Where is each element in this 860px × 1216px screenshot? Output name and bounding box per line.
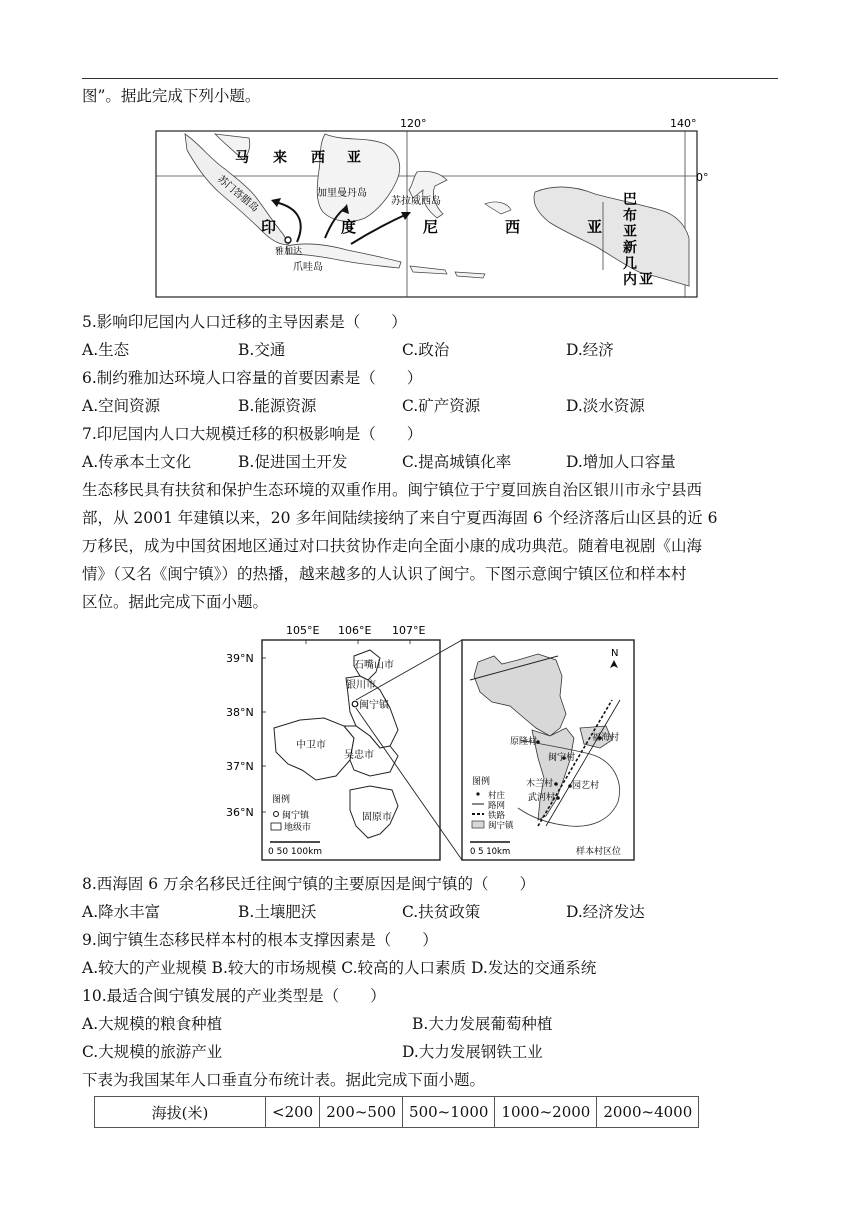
village-marker xyxy=(556,796,560,800)
svg-text:几: 几 xyxy=(623,256,637,272)
map2-caption: 样本村区位 xyxy=(576,847,622,857)
q10-option-b[interactable]: B.大力发展葡萄种植 xyxy=(412,1015,553,1033)
q5-option-a[interactable]: A.生态 xyxy=(82,341,130,359)
q10-option-d[interactable]: D.大力发展钢铁工业 xyxy=(402,1043,543,1061)
legend-town-symbol xyxy=(274,812,279,817)
indonesia-char: 尼 xyxy=(423,218,439,236)
north-label: N xyxy=(611,648,619,659)
svg-text:布: 布 xyxy=(623,208,637,224)
malaysia-char: 亚 xyxy=(347,150,361,166)
lon-105-label: 105°E xyxy=(286,624,320,637)
guyuan-label: 固原市 xyxy=(362,812,392,823)
q7-option-c[interactable]: C.提高城镇化率 xyxy=(402,453,512,471)
scale2-label: 0 5 10km xyxy=(470,847,511,857)
table-row xyxy=(95,1097,699,1128)
legend2-village-label: 村庄 xyxy=(488,791,506,801)
svg-text:内: 内 xyxy=(623,272,637,288)
lon-106-label: 106°E xyxy=(338,624,372,637)
legend-city-symbol xyxy=(271,823,281,830)
passage-line: 万移民，成为中国贫困地区通过对口扶贫协作走向全面小康的成功典范。随着电视剧《山海 xyxy=(82,537,703,555)
q6-option-b[interactable]: B.能源资源 xyxy=(238,397,317,415)
legend2-town-symbol xyxy=(472,821,484,828)
passage-line: 情》（又名《闽宁镇》）的热播，越来越多的人认识了闽宁。下图示意闽宁镇区位和样本村 xyxy=(82,565,687,583)
indonesia-migration-map xyxy=(155,114,709,300)
indonesia-char: 印 xyxy=(261,218,277,236)
table-intro: 下表为我国某年人口垂直分布统计表。据此完成下面小题。 xyxy=(82,1071,486,1089)
table-header-cell: 海拔(米) xyxy=(95,1097,266,1128)
svg-text:亚: 亚 xyxy=(639,272,653,288)
fuhai-village-label: 福海村 xyxy=(592,733,620,743)
legend-town-label: 闽宁镇 xyxy=(282,811,310,821)
legend2-village-symbol xyxy=(476,792,479,795)
q10-option-a[interactable]: A.大规模的粮食种植 xyxy=(82,1015,223,1033)
sumatra-label: 苏门答腊岛 xyxy=(215,173,261,215)
lon-140-label: 140° xyxy=(670,117,697,130)
lat-37-label: 37°N xyxy=(226,760,254,773)
kalimantan-label: 加里曼丹岛 xyxy=(317,188,367,199)
legend2-title: 图例 xyxy=(472,777,491,787)
minning-town-marker xyxy=(352,701,358,707)
svg-text:亚: 亚 xyxy=(623,224,637,240)
q7-option-b[interactable]: B.促进国土开发 xyxy=(238,453,348,471)
q10-option-c[interactable]: C.大规模的旅游产业 xyxy=(82,1043,223,1061)
question-10-stem: 10.最适合闽宁镇发展的产业类型是（ ） xyxy=(82,987,386,1005)
question-5-stem: 5.影响印尼国内人口迁移的主导因素是（ ） xyxy=(82,313,407,331)
svg-text:新: 新 xyxy=(623,240,637,256)
q8-option-c[interactable]: C.扶贫政策 xyxy=(402,903,481,921)
table-cell: 2000~4000 xyxy=(597,1097,699,1128)
lat-39-label: 39°N xyxy=(226,652,254,665)
q8-option-a[interactable]: A.降水丰富 xyxy=(82,903,161,921)
question-6-stem: 6.制约雅加达环境人口容量的首要因素是（ ） xyxy=(82,369,423,387)
malaysia-char: 西 xyxy=(311,150,325,166)
scale-label: 0 50 100km xyxy=(268,847,323,857)
minning-location-map xyxy=(220,620,640,865)
question-8-stem: 8.西海固 6 万余名移民迁往闽宁镇的主要原因是闽宁镇的（ ） xyxy=(82,875,536,893)
wuzhong-label: 吴忠市 xyxy=(344,750,374,761)
q7-option-a[interactable]: A.传承本土文化 xyxy=(82,453,192,471)
lat-38-label: 38°N xyxy=(226,706,254,719)
table-cell: 500~1000 xyxy=(403,1097,495,1128)
shizuishan-label: 石嘴山市 xyxy=(354,660,394,671)
indonesia-char: 亚 xyxy=(587,218,603,236)
yinchuan-label: 银川市 xyxy=(346,680,376,691)
q6-option-c[interactable]: C.矿产资源 xyxy=(402,397,481,415)
legend2-town-label: 闽宁镇 xyxy=(488,821,514,831)
intro-tail: 图”。据此完成下列小题。 xyxy=(82,87,261,105)
wuhe-village-label: 武河村 xyxy=(528,793,556,803)
q9-options[interactable]: A.较大的产业规模 B.较大的市场规模 C.较高的人口素质 D.发达的交通系统 xyxy=(82,959,597,977)
malaysia-char: 来 xyxy=(273,150,287,166)
svg-text:巴: 巴 xyxy=(623,192,637,208)
jakarta-label: 雅加达 xyxy=(275,247,303,257)
table-cell: 200~500 xyxy=(320,1097,403,1128)
q5-option-b[interactable]: B.交通 xyxy=(238,341,286,359)
legend-title: 图例 xyxy=(272,795,291,805)
q7-option-d[interactable]: D.增加人口容量 xyxy=(566,453,676,471)
java-label: 爪哇岛 xyxy=(293,262,323,273)
table-cell: 1000~2000 xyxy=(495,1097,597,1128)
minning-label: 闽宁镇 xyxy=(359,700,389,711)
lon-107-label: 107°E xyxy=(392,624,426,637)
lat-0-label: 0° xyxy=(696,171,709,184)
altitude-table xyxy=(94,1096,699,1128)
sulawesi-label: 苏拉威西岛 xyxy=(391,196,441,207)
indonesia-char: 度 xyxy=(341,218,357,236)
yuanlong-village-label: 原隆村 xyxy=(510,737,538,747)
q5-option-d[interactable]: D.经济 xyxy=(566,341,614,359)
question-7-stem: 7.印尼国内人口大规模迁移的积极影响是（ ） xyxy=(82,425,423,443)
legend-city-label: 地级市 xyxy=(284,823,312,833)
zhongwei-label: 中卫市 xyxy=(296,740,326,751)
table-cell: <200 xyxy=(266,1097,320,1128)
yuanyi-village-label: 园艺村 xyxy=(572,781,600,791)
q8-option-d[interactable]: D.经济发达 xyxy=(566,903,645,921)
q6-option-d[interactable]: D.淡水资源 xyxy=(566,397,645,415)
indonesia-char: 西 xyxy=(505,218,521,236)
passage-line: 生态移民具有扶贫和保护生态环境的双重作用。闽宁镇位于宁夏回族自治区银川市永宁县西 xyxy=(82,481,703,499)
jakarta-marker xyxy=(285,237,291,243)
minning-village-label: 闽宁村 xyxy=(548,753,576,763)
question-9-stem: 9.闽宁镇生态移民样本村的根本支撑因素是（ ） xyxy=(82,931,438,949)
malaysia-char: 马 xyxy=(235,150,249,166)
passage xyxy=(82,476,782,616)
village-marker xyxy=(554,782,558,786)
q5-option-c[interactable]: C.政治 xyxy=(402,341,450,359)
top-rule xyxy=(82,78,778,79)
q6-option-a[interactable]: A.空间资源 xyxy=(82,397,161,415)
lon-120-label: 120° xyxy=(400,117,427,130)
passage-line: 区位。据此完成下面小题。 xyxy=(82,593,269,611)
mulan-village-label: 木兰村 xyxy=(526,779,554,789)
passage-line: 部，从 2001 年建镇以来，20 多年间陆续接纳了来自宁夏西海固 6 个经济落后山区县的近 6 xyxy=(82,509,718,527)
legend2-rail-label: 铁路 xyxy=(488,811,506,821)
legend2-road-label: 路网 xyxy=(488,801,506,811)
q8-option-b[interactable]: B.土壤肥沃 xyxy=(238,903,317,921)
lat-36-label: 36°N xyxy=(226,806,254,819)
